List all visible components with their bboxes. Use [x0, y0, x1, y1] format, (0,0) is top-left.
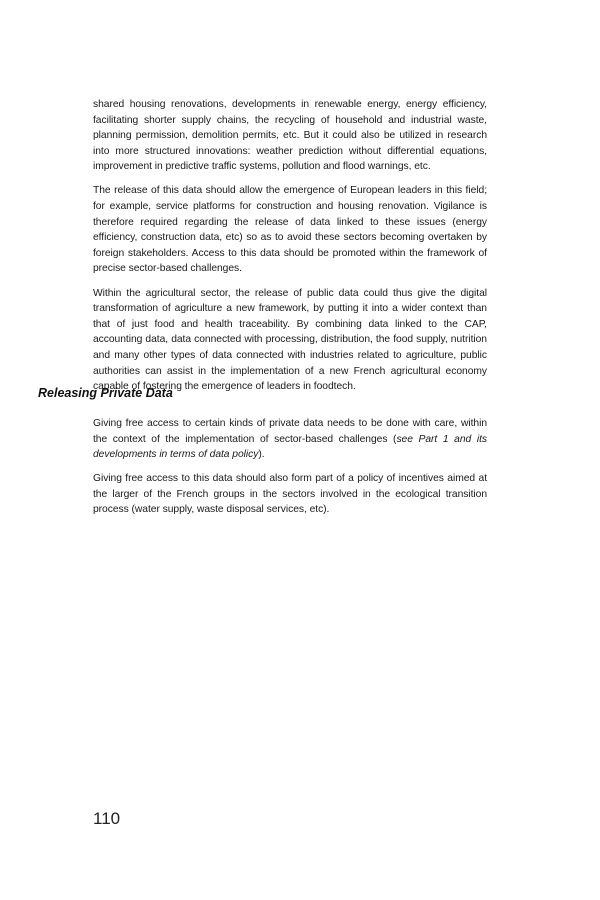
paragraph-agricultural-sector: Within the agricultural sector, the release of public data could thus give the digital transformation of agriculture a new framework, by putting it into a wider context than that of just food and health traceability. By combining data linked to the CAP, accounting data, data connected with processing, distribution, the food supply, nutrition and many other types of data connected with industries related to agriculture, public authorities can assist in the implementation of a new French agricultural economy capable of fostering the emergence of leaders in foodtech. — [93, 287, 487, 393]
cross-reference: see Part 1 and its developments in terms of data policy — [93, 433, 487, 461]
paragraph-european-leaders: The release of this data should allow the emergence of European leaders in this field; for example, service platforms for construction and housing renovation. Vigilance is therefore required regarding the release of data linked to these issues (energy efficiency, construction data, etc) so as to avoid these sectors becoming overtaken by foreign stakeholders. Access to this data should be promoted within the framework of precise sector-based challenges. — [93, 185, 487, 275]
section-heading-releasing-private-data: Releasing Private Data — [38, 386, 173, 400]
section-private-data — [93, 416, 487, 518]
paragraph-text: Giving free access to certain kinds of private data needs to be done with care, within the context of the implementation of sector-based challenges ( — [93, 418, 487, 445]
paragraph-private-data-care — [93, 416, 487, 463]
section-public-data-continued — [93, 97, 487, 395]
paragraph-housing-energy: shared housing renovations, developments in renewable energy, energy efficiency, facilitating shorter supply chains, the recycling of household and industrial waste, planning permission, demolition permits, etc. But it could also be utilized in research into more structured innovations: weather prediction without differential equations, improvement in predictive traffic systems, pollution and flood warnings, etc. — [93, 99, 487, 173]
paragraph-text-end: ). — [258, 449, 265, 461]
paragraph-incentives: Giving free access to this data should also form part of a policy of incentives aimed at the larger of the French groups in the sectors involved in the ecological transition process (water supply, waste disposal services, etc). — [93, 473, 487, 516]
page-number: 110 — [93, 809, 121, 828]
